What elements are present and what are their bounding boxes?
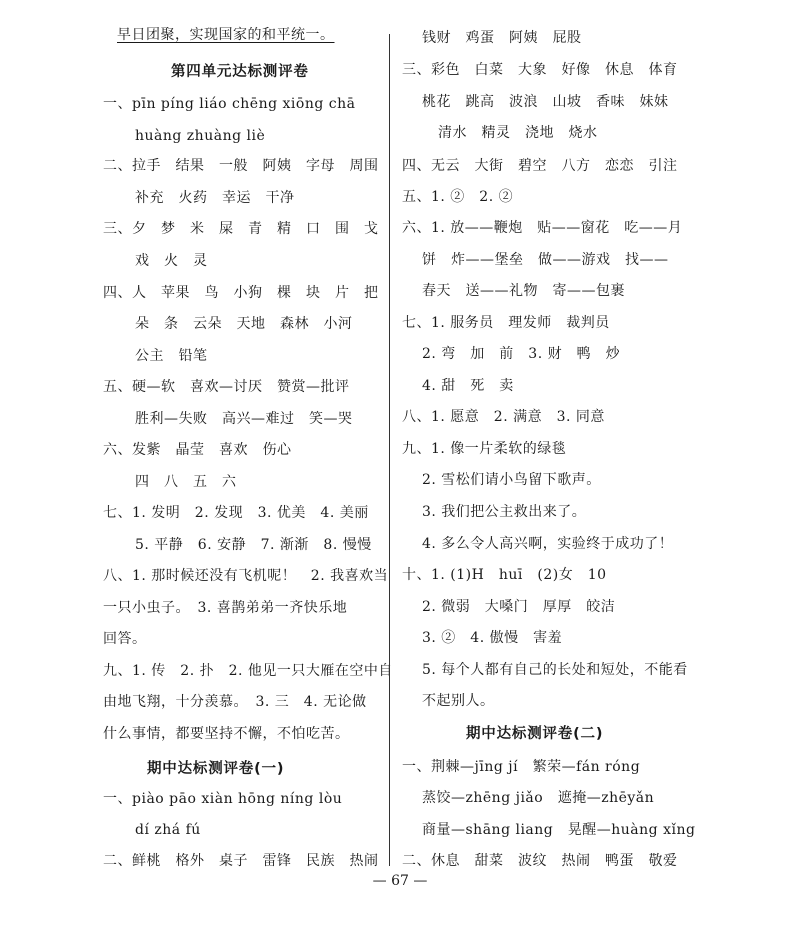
answer-line: 十、1. (1)H huī (2)女 10 — [402, 567, 607, 583]
answer-line: 5. 平静 6. 安静 7. 渐渐 8. 慢慢 — [135, 537, 372, 553]
answer-line: 桃花 跳高 波浪 山坡 香味 妹妹 — [422, 94, 669, 110]
answer-line: 七、1. 服务员 理发师 裁判员 — [402, 315, 610, 331]
answer-line: 回答。 — [103, 631, 147, 647]
column-divider — [389, 34, 390, 866]
answer-line: 四、人 苹果 鸟 小狗 棵 块 片 把 — [103, 285, 379, 301]
answer-line: 什么事情，都要坚持不懈，不怕吃苦。 — [103, 726, 350, 742]
answer-line: 补充 火药 幸运 干净 — [135, 190, 295, 206]
answer-line: huàng zhuàng liè — [135, 128, 266, 144]
answer-line: 清水 精灵 浇地 烧水 — [438, 125, 598, 141]
answer-line: 四、无云 大街 碧空 八方 恋恋 引注 — [402, 158, 678, 174]
section-title-midterm-1: 期中达标测评卷(一) — [147, 761, 285, 777]
answer-line: 八、1. 愿意 2. 满意 3. 同意 — [402, 409, 605, 425]
answer-line: 朵 条 云朵 天地 森林 小河 — [135, 316, 353, 332]
answer-line: 七、1. 发明 2. 发现 3. 优美 4. 美丽 — [103, 505, 369, 521]
answer-line: 二、鲜桃 格外 桌子 雷锋 民族 热闹 — [103, 853, 379, 869]
answer-line: 四 八 五 六 — [135, 474, 237, 490]
answer-line: 一、荆棘—jīng jí 繁荣—fán róng — [402, 759, 641, 775]
answer-line: 三、夕 梦 米 屎 青 精 口 围 戈 — [103, 221, 379, 237]
answer-line: 5. 每个人都有自己的长处和短处，不能看 — [422, 662, 688, 678]
answer-line: 六、发紫 晶莹 喜欢 伤心 — [103, 442, 292, 458]
answer-line: 饼 炸——堡垒 做——游戏 找—— — [422, 252, 669, 268]
answer-line: 公主 铅笔 — [135, 348, 208, 364]
answer-line: 3. 我们把公主救出来了。 — [422, 504, 587, 520]
answer-line: 春天 送——礼物 寄——包裹 — [422, 283, 625, 299]
answer-line: 钱财 鸡蛋 阿姨 屁股 — [422, 30, 582, 46]
section-title-unit4: 第四单元达标测评卷 — [171, 64, 309, 80]
answer-line: 戏 火 灵 — [135, 253, 208, 269]
answer-line: 4. 多么令人高兴啊，实验终于成功了！ — [422, 536, 674, 552]
answer-line: 一只小虫子。 3. 喜鹊弟弟一齐快乐地 — [103, 600, 348, 616]
answer-line: 一、piào pāo xiàn hōng níng lòu — [103, 791, 343, 807]
answer-line: 2. 微弱 大嗓门 厚厚 皎洁 — [422, 599, 616, 615]
answer-line: dí zhá fú — [135, 822, 201, 838]
answer-line: 五、1. ② 2. ② — [402, 189, 514, 205]
answer-line: 六、1. 放——鞭炮 贴——窗花 吃——月 — [402, 220, 683, 236]
answer-line: 2. 弯 加 前 3. 财 鸭 炒 — [422, 346, 621, 362]
text-line: 早日团聚，实现国家的和平统一。 — [117, 27, 335, 43]
answer-line: 商量—shāng liang 晃醒—huàng xǐng — [422, 822, 696, 838]
answer-line: 胜利—失败 高兴—难过 笑—哭 — [135, 411, 353, 427]
answer-line: 九、1. 传 2. 扑 2. 他见一只大雁在空中自 — [103, 663, 393, 679]
answer-line: 蒸饺—zhēng jiǎo 遮掩—zhēyǎn — [422, 790, 655, 806]
answer-line: 不起别人。 — [422, 693, 495, 709]
answer-line: 五、硬—软 喜欢—讨厌 赞赏—批评 — [103, 379, 350, 395]
answer-line: 2. 雪松们请小鸟留下歌声。 — [422, 472, 601, 488]
answer-line: 3. ② 4. 傲慢 害羞 — [422, 630, 563, 646]
answer-line: 4. 甜 死 卖 — [422, 378, 514, 394]
answer-line: 一、pīn píng liáo chēng xiōng chā — [103, 96, 356, 112]
section-title-midterm-2: 期中达标测评卷(二) — [466, 726, 604, 742]
answer-line: 二、休息 甜菜 波纹 热闹 鸭蛋 敬爱 — [402, 853, 678, 869]
answer-line: 由地飞翔，十分羡慕。 3. 三 4. 无论做 — [103, 694, 367, 710]
answer-line: 三、彩色 白菜 大象 好像 休息 体育 — [402, 62, 678, 78]
answer-line: 八、1. 那时候还没有飞机呢！ 2. 我喜欢当 — [103, 568, 389, 584]
answer-line: 二、拉手 结果 一般 阿姨 字母 周围 — [103, 158, 379, 174]
page-number: — 67 — — [372, 873, 428, 889]
answer-line: 九、1. 像一片柔软的绿毯 — [402, 441, 567, 457]
